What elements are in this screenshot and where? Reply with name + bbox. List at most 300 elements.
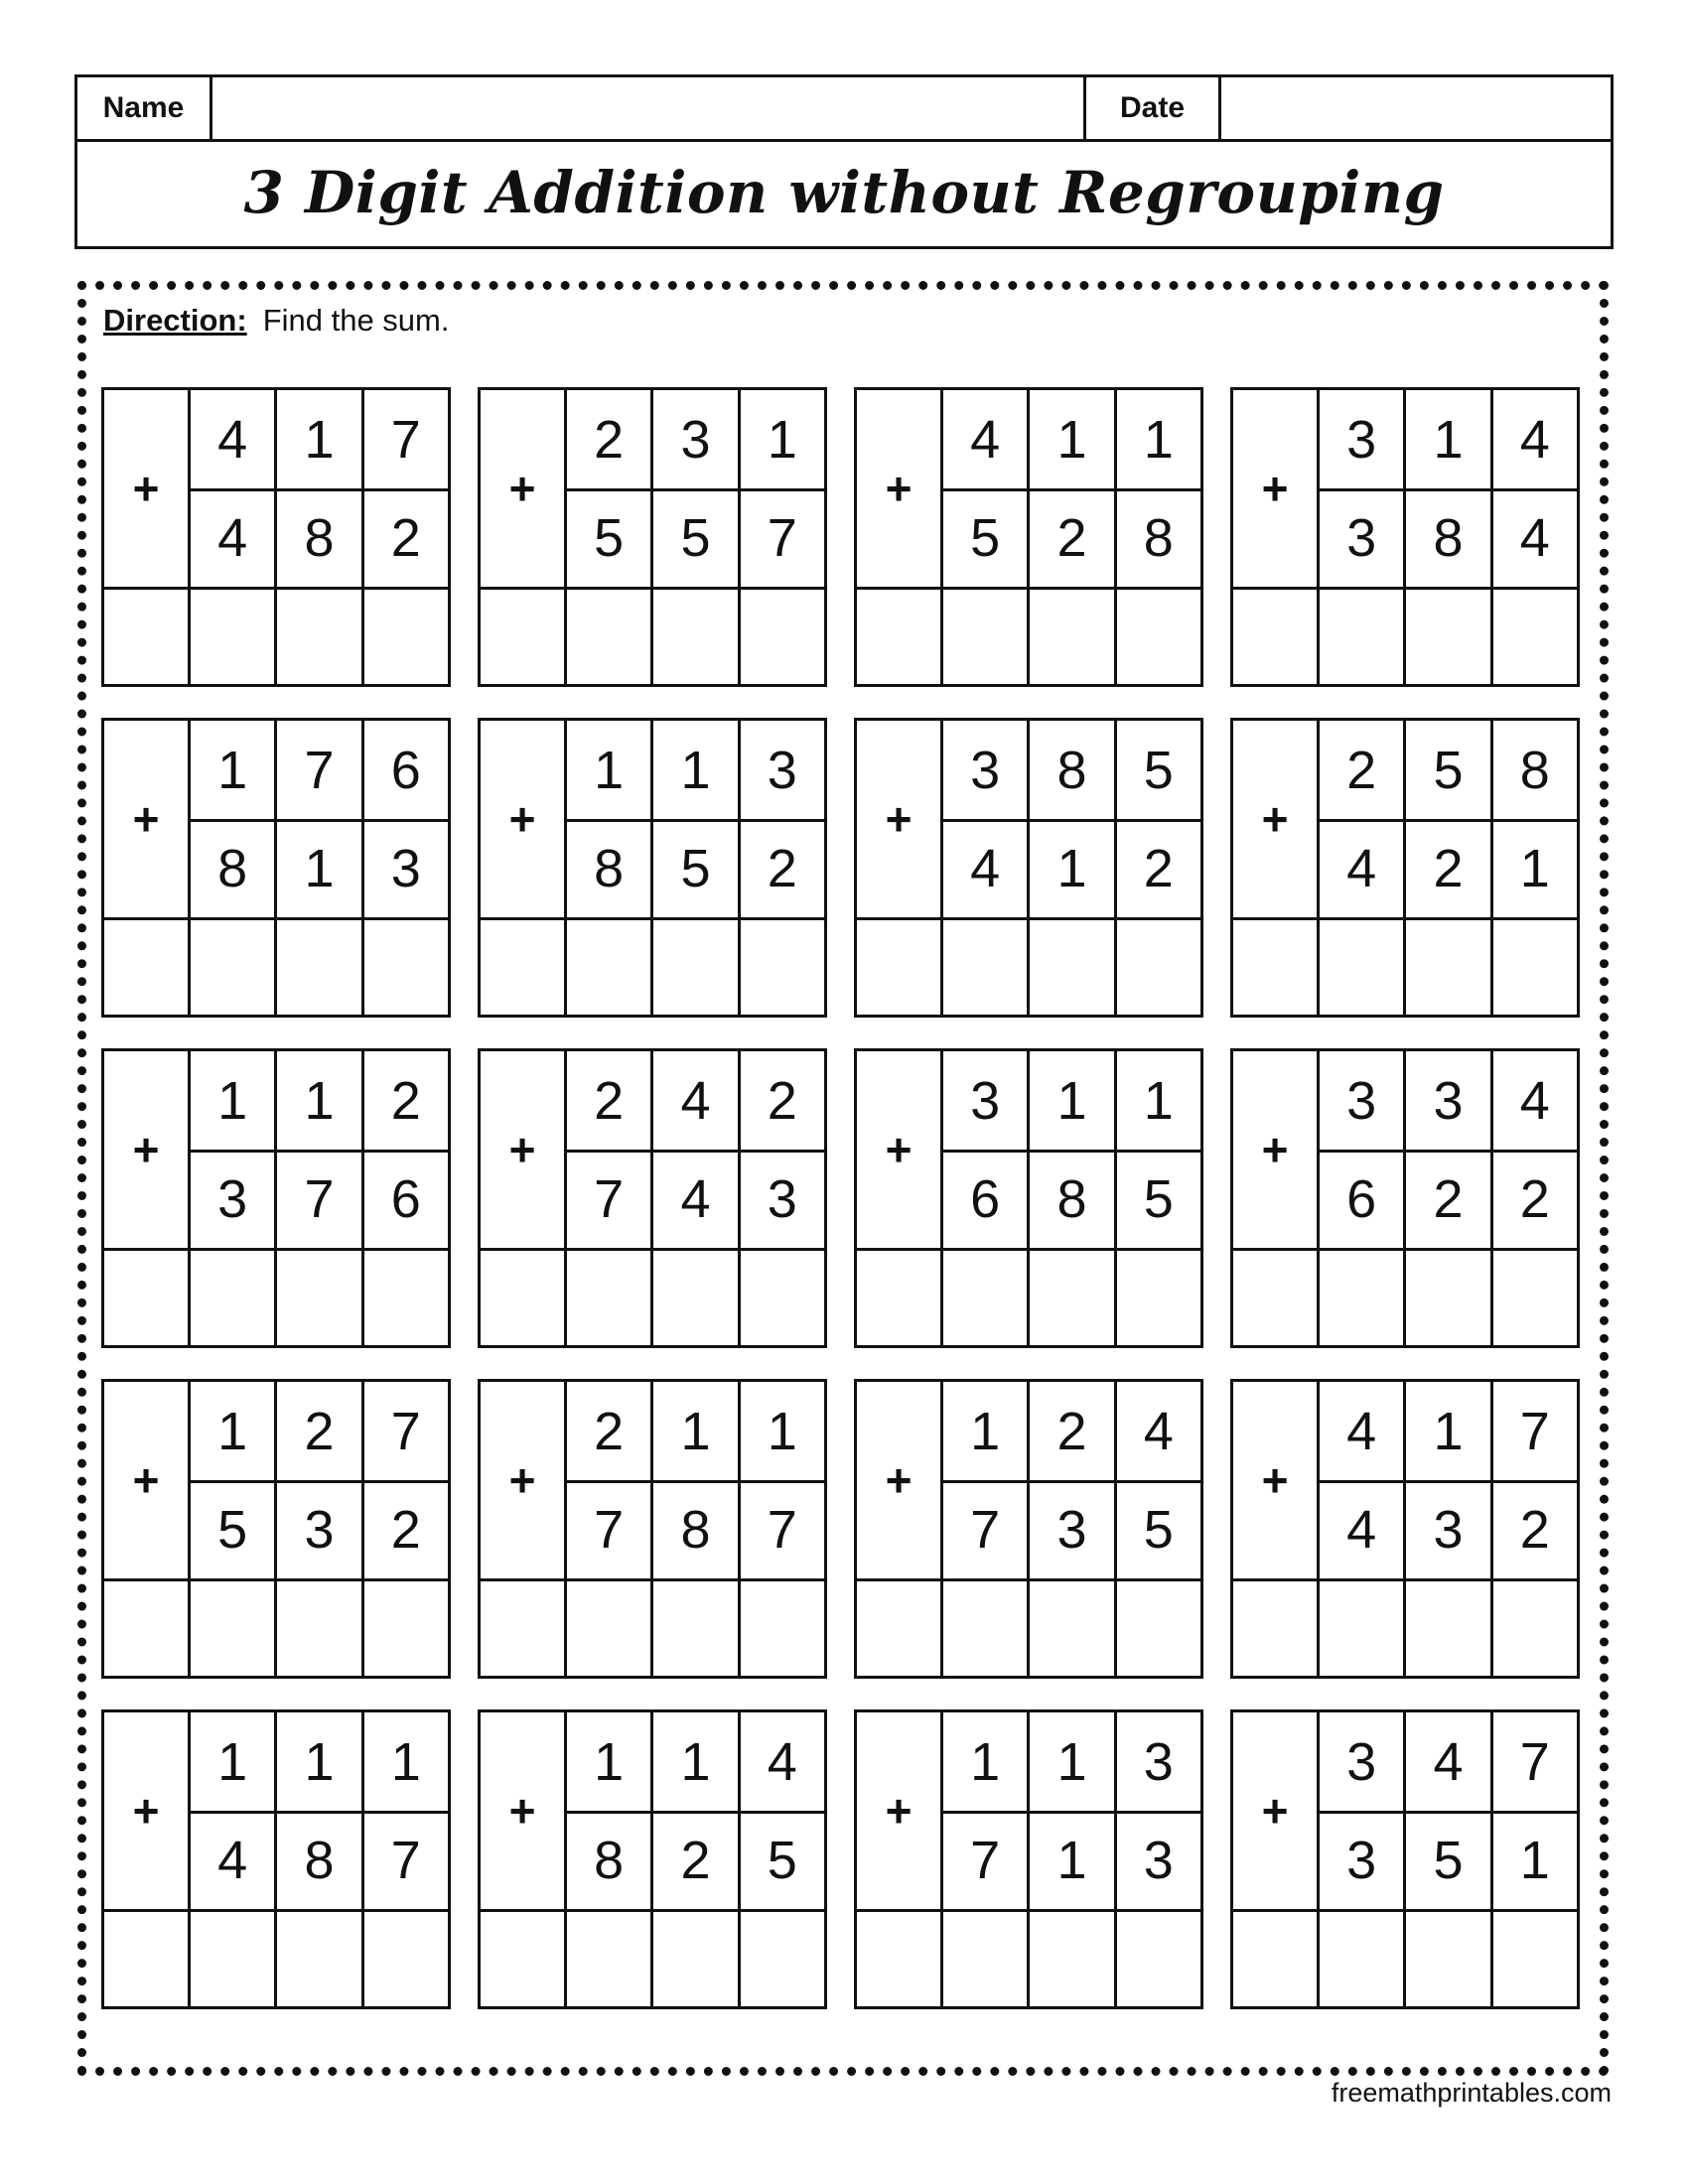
- answer-row: [857, 917, 1200, 1015]
- addition-problem: [1230, 1048, 1580, 1348]
- addition-problem: [1230, 718, 1580, 1018]
- answer-cell[interactable]: [653, 590, 740, 684]
- answer-cell[interactable]: [104, 1912, 191, 2006]
- answer-cell[interactable]: [104, 590, 191, 684]
- answer-cell[interactable]: [1320, 590, 1406, 684]
- answer-row: [104, 917, 448, 1015]
- addition-problem: [478, 1048, 827, 1348]
- answer-cell[interactable]: [943, 1581, 1030, 1676]
- plus-sign: +: [857, 1712, 943, 1909]
- digit-cell: 7: [567, 1480, 653, 1578]
- plus-sign: +: [481, 721, 567, 917]
- answer-cell[interactable]: [567, 1251, 653, 1345]
- answer-cell[interactable]: [1233, 1912, 1320, 2006]
- answer-cell[interactable]: [104, 1581, 191, 1676]
- answer-cell[interactable]: [277, 1251, 363, 1345]
- answer-cell[interactable]: [943, 920, 1030, 1015]
- addition-problem: [478, 1709, 827, 2009]
- plus-sign: +: [104, 390, 191, 587]
- digit-cell: 1: [191, 1382, 277, 1480]
- digit-cell: 8: [1406, 488, 1492, 587]
- answer-cell[interactable]: [567, 920, 653, 1015]
- answer-cell[interactable]: [1406, 1912, 1492, 2006]
- digit-cell: 1: [277, 390, 363, 488]
- digit-cell: 1: [567, 721, 653, 819]
- digit-cell: 1: [767, 409, 797, 470]
- digit-cell: 1: [1030, 1051, 1116, 1150]
- answer-cell[interactable]: [191, 920, 277, 1015]
- answer-cell[interactable]: [857, 1912, 943, 2006]
- digit-cell: 5: [1143, 740, 1174, 800]
- digit-cell: 1: [191, 1712, 277, 1811]
- digit-cell: 7: [567, 1150, 653, 1248]
- second-addend-row: [943, 819, 1200, 917]
- name-label: Name: [77, 77, 212, 139]
- direction-text: Find the sum.: [262, 303, 450, 338]
- first-addend-row: [567, 721, 824, 822]
- digit-cell: 8: [1030, 1150, 1116, 1248]
- second-addend-row: [567, 1480, 824, 1578]
- answer-cell[interactable]: [1406, 590, 1492, 684]
- answer-cell[interactable]: [104, 1251, 191, 1345]
- answer-cell[interactable]: [481, 590, 567, 684]
- answer-cell[interactable]: [277, 1581, 363, 1676]
- answer-cell[interactable]: [364, 1251, 448, 1345]
- addend-digits: [1320, 721, 1577, 917]
- answer-cell[interactable]: [1406, 1251, 1492, 1345]
- digit-cell: 1: [567, 1712, 653, 1811]
- digit-cell: 2: [567, 1382, 653, 1480]
- answer-row: [104, 1248, 448, 1345]
- plus-sign: +: [481, 390, 567, 587]
- digit-cell: 6: [390, 740, 421, 800]
- second-addend-row: [943, 1811, 1200, 1909]
- answer-cell[interactable]: [364, 1581, 448, 1676]
- digit-cell: 2: [1406, 1150, 1492, 1248]
- addition-problem: [101, 1379, 451, 1679]
- digit-cell: 7: [767, 1499, 797, 1560]
- answer-cell[interactable]: [653, 920, 740, 1015]
- digit-cell: 1: [191, 721, 277, 819]
- digit-cell: 5: [191, 1480, 277, 1578]
- addition-problem: [854, 387, 1203, 687]
- digit-cell: 1: [1030, 819, 1116, 917]
- digit-cell: 5: [1406, 1811, 1492, 1909]
- digit-cell: 8: [1030, 721, 1116, 819]
- answer-cell[interactable]: [191, 1251, 277, 1345]
- digit-cell: 1: [1519, 838, 1550, 898]
- digit-cell: 1: [1143, 409, 1174, 470]
- second-addend-row: [943, 488, 1200, 587]
- second-addend-row: [1320, 1811, 1577, 1909]
- digit-cell: 2: [1030, 488, 1116, 587]
- answer-cell[interactable]: [1320, 1581, 1406, 1676]
- digit-cell: 1: [1030, 390, 1116, 488]
- answer-cell[interactable]: [857, 920, 943, 1015]
- footer-site: freemathprintables.com: [1331, 2078, 1612, 2108]
- digit-cell: 7: [277, 1150, 363, 1248]
- answer-cell[interactable]: [481, 1912, 567, 2006]
- second-addend-row: [1320, 1480, 1577, 1578]
- digit-cell: 5: [653, 819, 740, 917]
- digit-cell: 2: [390, 507, 421, 568]
- second-addend-row: [1320, 819, 1577, 917]
- digit-cell: 4: [191, 488, 277, 587]
- digit-cell: 4: [1406, 1712, 1492, 1811]
- answer-cell[interactable]: [1493, 1912, 1577, 2006]
- digit-cell: 4: [1519, 507, 1550, 568]
- answer-cell[interactable]: [277, 920, 363, 1015]
- first-addend-row: [1320, 1712, 1577, 1814]
- answer-cell[interactable]: [191, 1912, 277, 2006]
- answer-row: [857, 1909, 1200, 2006]
- digit-cell: 4: [1519, 1070, 1550, 1131]
- digit-cell: 3: [277, 1480, 363, 1578]
- digit-cell: 5: [1143, 1168, 1174, 1229]
- digit-cell: 2: [1519, 1499, 1550, 1560]
- digit-cell: 4: [653, 1051, 740, 1150]
- answer-cell[interactable]: [1030, 1912, 1116, 2006]
- addend-digits: [943, 390, 1200, 587]
- digit-cell: 3: [1030, 1480, 1116, 1578]
- direction-label: Direction:: [103, 303, 247, 338]
- answer-cell[interactable]: [1117, 590, 1200, 684]
- digit-cell: 3: [767, 740, 797, 800]
- digit-cell: 1: [943, 1382, 1030, 1480]
- plus-sign: +: [1233, 1712, 1320, 1909]
- digit-cell: 4: [191, 390, 277, 488]
- addition-problem: [478, 1379, 827, 1679]
- answer-cell[interactable]: [1493, 1251, 1577, 1345]
- first-addend-row: [191, 1712, 448, 1814]
- answer-row: [104, 1578, 448, 1676]
- digit-cell: 2: [390, 1070, 421, 1131]
- first-addend-row: [567, 1051, 824, 1153]
- answer-row: [481, 1578, 824, 1676]
- answer-cell[interactable]: [1493, 1581, 1577, 1676]
- addition-problem: [1230, 1709, 1580, 2009]
- digit-cell: 7: [943, 1480, 1030, 1578]
- addition-problem: [101, 1048, 451, 1348]
- addition-problem: [1230, 387, 1580, 687]
- digit-cell: 1: [1406, 390, 1492, 488]
- addition-problem: [101, 387, 451, 687]
- first-addend-row: [943, 721, 1200, 822]
- digit-cell: 2: [1143, 838, 1174, 898]
- answer-cell[interactable]: [857, 1581, 943, 1676]
- addend-digits: [567, 390, 824, 587]
- digit-cell: 3: [1320, 1811, 1406, 1909]
- answer-cell[interactable]: [364, 1912, 448, 2006]
- second-addend-row: [567, 819, 824, 917]
- addition-problem: [101, 718, 451, 1018]
- digit-cell: 3: [1320, 488, 1406, 587]
- plus-sign: +: [104, 1382, 191, 1578]
- answer-cell[interactable]: [104, 920, 191, 1015]
- first-addend-row: [1320, 1382, 1577, 1483]
- answer-cell[interactable]: [943, 1251, 1030, 1345]
- answer-cell[interactable]: [191, 590, 277, 684]
- addend-digits: [567, 721, 824, 917]
- second-addend-row: [191, 1480, 448, 1578]
- digit-cell: 1: [653, 1712, 740, 1811]
- plus-sign: +: [104, 721, 191, 917]
- digit-cell: 3: [943, 721, 1030, 819]
- first-addend-row: [567, 390, 824, 491]
- answer-row: [1233, 917, 1577, 1015]
- digit-cell: 8: [1143, 507, 1174, 568]
- digit-cell: 1: [277, 819, 363, 917]
- answer-cell[interactable]: [653, 1251, 740, 1345]
- answer-cell[interactable]: [1030, 590, 1116, 684]
- first-addend-row: [1320, 390, 1577, 491]
- digit-cell: 7: [390, 409, 421, 470]
- second-addend-row: [191, 819, 448, 917]
- first-addend-row: [943, 1382, 1200, 1483]
- answer-cell[interactable]: [277, 590, 363, 684]
- answer-cell[interactable]: [653, 1912, 740, 2006]
- addend-digits: [1320, 390, 1577, 587]
- answer-row: [104, 1909, 448, 2006]
- digit-cell: 7: [277, 721, 363, 819]
- answer-cell[interactable]: [481, 1251, 567, 1345]
- digit-cell: 1: [1519, 1830, 1550, 1890]
- answer-cell[interactable]: [191, 1581, 277, 1676]
- answer-cell[interactable]: [1117, 920, 1200, 1015]
- answer-cell[interactable]: [741, 1912, 824, 2006]
- digit-cell: 1: [943, 1712, 1030, 1811]
- addend-digits: [943, 1382, 1200, 1578]
- answer-cell[interactable]: [653, 1581, 740, 1676]
- digit-cell: 3: [390, 838, 421, 898]
- answer-cell[interactable]: [943, 1912, 1030, 2006]
- digit-cell: 5: [567, 488, 653, 587]
- digit-cell: 7: [943, 1811, 1030, 1909]
- addend-digits: [191, 721, 448, 917]
- second-addend-row: [567, 1150, 824, 1248]
- first-addend-row: [567, 1382, 824, 1483]
- answer-row: [1233, 1248, 1577, 1345]
- answer-cell[interactable]: [1030, 1581, 1116, 1676]
- digit-cell: 5: [767, 1830, 797, 1890]
- answer-cell[interactable]: [741, 590, 824, 684]
- second-addend-row: [191, 1150, 448, 1248]
- digit-cell: 4: [1320, 1480, 1406, 1578]
- digit-cell: 4: [191, 1811, 277, 1909]
- second-addend-row: [943, 1480, 1200, 1578]
- digit-cell: 3: [1143, 1731, 1174, 1792]
- plus-sign: +: [481, 1051, 567, 1248]
- first-addend-row: [191, 390, 448, 491]
- answer-cell[interactable]: [1406, 1581, 1492, 1676]
- answer-cell[interactable]: [364, 920, 448, 1015]
- addend-digits: [1320, 1051, 1577, 1248]
- plus-sign: +: [857, 1382, 943, 1578]
- digit-cell: 4: [943, 390, 1030, 488]
- second-addend-row: [191, 1811, 448, 1909]
- digit-cell: 2: [767, 838, 797, 898]
- addend-digits: [191, 1051, 448, 1248]
- digit-cell: 6: [1320, 1150, 1406, 1248]
- digit-cell: 5: [653, 488, 740, 587]
- answer-row: [481, 1909, 824, 2006]
- digit-cell: 3: [767, 1168, 797, 1229]
- answer-row: [1233, 1909, 1577, 2006]
- answer-cell[interactable]: [1233, 1581, 1320, 1676]
- digit-cell: 7: [390, 1830, 421, 1890]
- answer-cell[interactable]: [277, 1912, 363, 2006]
- digit-cell: 3: [653, 390, 740, 488]
- digit-cell: 1: [1030, 1811, 1116, 1909]
- plus-sign: +: [1233, 390, 1320, 587]
- answer-cell[interactable]: [364, 590, 448, 684]
- plus-sign: +: [1233, 1051, 1320, 1248]
- direction-line: [103, 303, 450, 339]
- digit-cell: 3: [1406, 1480, 1492, 1578]
- second-addend-row: [567, 1811, 824, 1909]
- plus-sign: +: [1233, 1382, 1320, 1578]
- digit-cell: 4: [767, 1731, 797, 1792]
- digit-cell: 1: [191, 1051, 277, 1150]
- digit-cell: 4: [1320, 1382, 1406, 1480]
- answer-cell[interactable]: [1320, 920, 1406, 1015]
- first-addend-row: [191, 1051, 448, 1153]
- answer-cell[interactable]: [1117, 1581, 1200, 1676]
- second-addend-row: [567, 488, 824, 587]
- answer-row: [481, 587, 824, 684]
- answer-cell[interactable]: [1030, 920, 1116, 1015]
- answer-row: [104, 587, 448, 684]
- digit-cell: 2: [767, 1070, 797, 1131]
- problem-grid: [101, 387, 1581, 2015]
- answer-cell[interactable]: [1117, 1251, 1200, 1345]
- addend-digits: [567, 1051, 824, 1248]
- digit-cell: 1: [277, 1712, 363, 1811]
- worksheet-title: 3 Digit Addition without Regrouping: [243, 159, 1445, 226]
- plus-sign: +: [481, 1712, 567, 1909]
- answer-cell[interactable]: [943, 590, 1030, 684]
- answer-cell[interactable]: [741, 920, 824, 1015]
- first-addend-row: [943, 1712, 1200, 1814]
- digit-cell: 2: [1030, 1382, 1116, 1480]
- date-field[interactable]: [1221, 77, 1611, 139]
- answer-cell[interactable]: [567, 590, 653, 684]
- answer-cell[interactable]: [567, 1581, 653, 1676]
- answer-row: [481, 917, 824, 1015]
- digit-cell: 8: [277, 488, 363, 587]
- digit-cell: 4: [1519, 409, 1550, 470]
- answer-cell[interactable]: [1493, 920, 1577, 1015]
- answer-cell[interactable]: [857, 590, 943, 684]
- first-addend-row: [943, 390, 1200, 491]
- digit-cell: 1: [277, 1051, 363, 1150]
- answer-row: [481, 1248, 824, 1345]
- answer-cell[interactable]: [1320, 1912, 1406, 2006]
- answer-cell[interactable]: [1233, 590, 1320, 684]
- answer-cell[interactable]: [741, 1581, 824, 1676]
- digit-cell: 2: [567, 390, 653, 488]
- answer-row: [857, 1578, 1200, 1676]
- digit-cell: 5: [1143, 1499, 1174, 1560]
- digit-cell: 2: [277, 1382, 363, 1480]
- digit-cell: 1: [1406, 1382, 1492, 1480]
- digit-cell: 2: [653, 1811, 740, 1909]
- digit-cell: 1: [767, 1401, 797, 1461]
- answer-cell[interactable]: [1320, 1251, 1406, 1345]
- plus-sign: +: [1233, 721, 1320, 917]
- second-addend-row: [943, 1150, 1200, 1248]
- first-addend-row: [1320, 721, 1577, 822]
- digit-cell: 7: [1519, 1731, 1550, 1792]
- answer-cell[interactable]: [481, 1581, 567, 1676]
- digit-cell: 5: [1406, 721, 1492, 819]
- plus-sign: +: [857, 390, 943, 587]
- digit-cell: 2: [1519, 1168, 1550, 1229]
- answer-cell[interactable]: [1406, 920, 1492, 1015]
- addition-problem: [854, 1379, 1203, 1679]
- first-addend-row: [191, 1382, 448, 1483]
- name-field[interactable]: [212, 77, 1086, 139]
- digit-cell: 8: [1519, 740, 1550, 800]
- digit-cell: 3: [943, 1051, 1030, 1150]
- answer-cell[interactable]: [1030, 1251, 1116, 1345]
- answer-row: [1233, 587, 1577, 684]
- plus-sign: +: [104, 1712, 191, 1909]
- digit-cell: 1: [1143, 1070, 1174, 1131]
- date-label: Date: [1086, 77, 1221, 139]
- answer-row: [1233, 1578, 1577, 1676]
- addend-digits: [1320, 1712, 1577, 1909]
- answer-cell[interactable]: [1117, 1912, 1200, 2006]
- answer-cell[interactable]: [1493, 590, 1577, 684]
- first-addend-row: [1320, 1051, 1577, 1153]
- digit-cell: 5: [943, 488, 1030, 587]
- plus-sign: +: [857, 1051, 943, 1248]
- digit-cell: 4: [1143, 1401, 1174, 1461]
- first-addend-row: [567, 1712, 824, 1814]
- digit-cell: 3: [1406, 1051, 1492, 1150]
- digit-cell: 3: [1320, 390, 1406, 488]
- digit-cell: 8: [567, 1811, 653, 1909]
- digit-cell: 2: [567, 1051, 653, 1150]
- digit-cell: 7: [390, 1401, 421, 1461]
- plus-sign: +: [104, 1051, 191, 1248]
- digit-cell: 4: [1320, 819, 1406, 917]
- answer-cell[interactable]: [1233, 1251, 1320, 1345]
- first-addend-row: [943, 1051, 1200, 1153]
- answer-row: [857, 1248, 1200, 1345]
- digit-cell: 1: [653, 1382, 740, 1480]
- addend-digits: [567, 1382, 824, 1578]
- answer-cell[interactable]: [857, 1251, 943, 1345]
- second-addend-row: [191, 488, 448, 587]
- addition-problem: [854, 1048, 1203, 1348]
- digit-cell: 8: [191, 819, 277, 917]
- addend-digits: [943, 1051, 1200, 1248]
- digit-cell: 8: [653, 1480, 740, 1578]
- plus-sign: +: [481, 1382, 567, 1578]
- answer-cell[interactable]: [481, 920, 567, 1015]
- digit-cell: 8: [567, 819, 653, 917]
- answer-cell[interactable]: [1233, 920, 1320, 1015]
- answer-cell[interactable]: [567, 1912, 653, 2006]
- answer-cell[interactable]: [741, 1251, 824, 1345]
- second-addend-row: [1320, 1150, 1577, 1248]
- digit-cell: 2: [1406, 819, 1492, 917]
- worksheet-header: [74, 74, 1614, 249]
- digit-cell: 1: [1030, 1712, 1116, 1811]
- answer-row: [857, 587, 1200, 684]
